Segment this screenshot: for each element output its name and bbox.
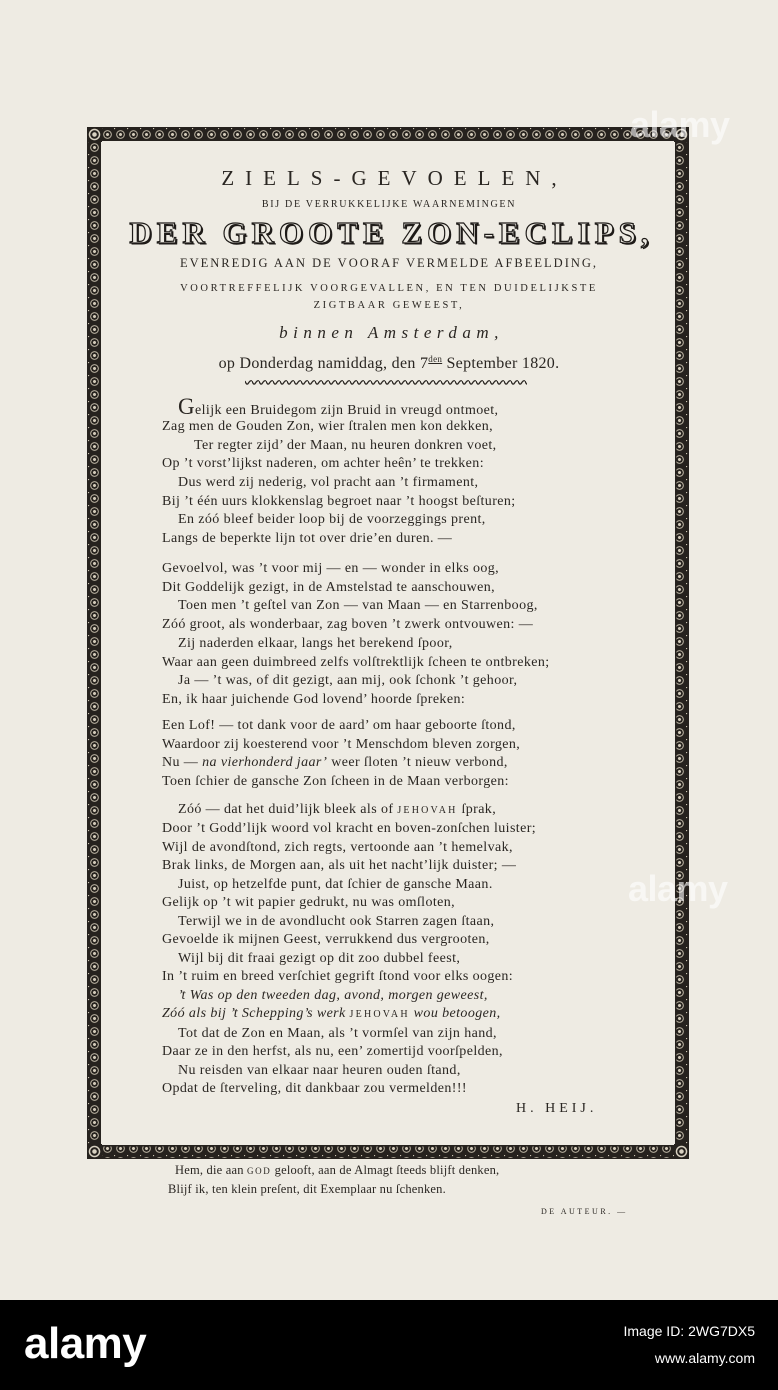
frame-corner-rosette — [87, 127, 102, 142]
dedication-line: Blijf ik, ten klein preſent, dit Exemplaar nu ſchenken. — [168, 1182, 446, 1196]
poem-line: Ja — ’t was, of dit gezigt, aan mij, ook ſchonk ’t gehoor, — [178, 673, 518, 689]
date-ordinal: den — [428, 354, 443, 364]
line-text: ſprak, — [457, 802, 497, 817]
line-text: Zóó — dat het duid’lijk bleek als of — [178, 802, 398, 817]
line-text: gelooft, aan de Almagt ſteeds blijft denken, — [271, 1163, 500, 1177]
image-id: Image ID: 2WG7DX5 — [623, 1323, 755, 1339]
line-text: Nu — — [162, 755, 203, 771]
poem-line: Een Lof! — tot dank voor de aard’ om haar geboorte ſtond, — [162, 718, 516, 733]
poem-line: Zóó groot, als wonderbaar, zag boven ’t zwerk ontvouwen: — — [162, 617, 534, 633]
date-text: September 1820. — [442, 355, 560, 372]
poem-line: En zóó bleef beider loop bij de voorzeggings prent, — [178, 512, 486, 528]
poem-line: Waar aan geen duimbreed zelfs volſtrektlijk ſcheen te ontbreken; — [162, 654, 550, 670]
line-text: Hem, die aan — [175, 1163, 248, 1177]
stanza — [162, 396, 662, 549]
dedication-line — [175, 1162, 499, 1179]
poem-line: Toen ſchier de gansche Zon ſcheen in de Maan verborgen: — [162, 774, 509, 790]
line-text-italic: na vierhonderd jaar’ — [202, 755, 328, 771]
watermark-logo: alamy — [628, 868, 728, 909]
author-signature: H. HEIJ. — [516, 1101, 598, 1116]
frame-corner-rosette — [674, 1144, 689, 1159]
poem-line: Daar ze in den herfst, als nu, een’ zomertijd voorſpelden, — [162, 1044, 503, 1060]
watermark-logo: alamy — [630, 104, 730, 145]
alamy-logo: alamy — [24, 1319, 147, 1368]
eclipse-heading: DER GROOTE ZON-ECLIPS, — [129, 215, 654, 250]
ornament-divider — [245, 379, 527, 387]
poem-line: Tot dat de Zon en Maan, als ’t vormſel van zijn hand, — [178, 1025, 497, 1041]
stanza — [162, 560, 662, 710]
author-credit: DE AUTEUR. — — [541, 1207, 628, 1216]
subtitle: BIJ DE VERRUKKELIJKE WAARNEMINGEN — [261, 199, 517, 210]
poem-line: Gevoelvol, was ’t voor mij — en — wonder in elks oog, — [162, 561, 500, 576]
poem-line: Opdat de ſterveling, dit dankbaar zou vermelden!!! — [162, 1081, 467, 1097]
poem-line: Gelijk op ’t wit papier gedrukt, nu was omſloten, — [162, 895, 456, 911]
poem-line: Ter regter zijd’ der Maan, nu heuren donkren voet, — [194, 437, 497, 453]
stanza — [162, 717, 662, 792]
poem-line — [162, 801, 662, 820]
place-line: binnen Amsterdam, — [279, 323, 504, 342]
poem-line: Op ’t vorst’lijkst naderen, om achter heên’ te trekken: — [162, 456, 484, 472]
poem-line: Terwijl we in de avondlucht ook Starren zagen ſtaan, — [178, 913, 495, 929]
line-text-italic: Zóó als bij ’t Schepping’s werk — [162, 1006, 350, 1022]
poem-line: Zij naderden elkaar, langs het berekend ſpoor, — [178, 635, 453, 651]
divine-name: JEHOVAH — [397, 805, 458, 816]
poem-line: Door ’t Godd’lijk woord vol kracht en boven-zonſchen luister; — [162, 821, 537, 837]
stock-url: www.alamy.com — [654, 1350, 755, 1366]
poem-line: ’t Was op den tweeden dag, avond, morgen geweest, — [178, 987, 488, 1003]
poem-line: Langs de beperkte lijn tot over drie’en duren. — — [162, 531, 453, 547]
poem-line: Toen men ’t geſtel van Zon — van Maan — en Starrenboog, — [178, 598, 538, 614]
poem-line: Dus werd zij nederig, vol pracht aan ’t firmament, — [178, 475, 479, 491]
poem-line: Wijl de avondſtond, zich regts, vertoonde aan ’t hemelvak, — [162, 839, 513, 855]
poem-line — [162, 1005, 662, 1024]
poem-line: Brak links, de Morgen aan, als uit het nacht’lijk duister; — — [162, 858, 517, 874]
heading-line: EVENREDIG AAN DE VOORAF VERMELDE AFBEELDING, — [179, 256, 599, 270]
heading-line: VOORTREFFELIJK VOORGEVALLEN, EN TEN DUIDELIJKSTE — [180, 283, 598, 294]
date-text: op Donderdag namiddag, den 7 — [218, 355, 429, 372]
poem-line: En, ik haar juichende God lovend’ hoorde ſpreken: — [162, 691, 466, 707]
poem-line: Waardoor zij koesterend voor ’t Menschdom bleven zorgen, — [162, 736, 521, 752]
poem-line — [162, 754, 662, 773]
poem-line: Wijl bij dit fraai gezigt op dit zoo dubbel feest, — [178, 950, 461, 966]
heading-line: ZIGTBAAR GEWEEST, — [313, 300, 465, 311]
poem-line: In ’t ruim en breed verſchiet gegrift ſtond voor elks oogen: — [162, 969, 514, 985]
poem-line: Zag men de Gouden Zon, wier ſtralen men kon dekken, — [162, 419, 494, 434]
date-line — [104, 354, 674, 374]
line-text: weer ſloten ’t nieuw verbond, — [327, 755, 508, 771]
poem-line: Juist, op hetzelfde punt, dat ſchier de gansche Maan. — [178, 876, 493, 892]
poem-line: Bij ’t één uurs klokkenslag begroet naar ’t hoogst beſturen; — [162, 493, 516, 509]
poem-line: Nu reisden van elkaar naar heuren ouden ſtand, — [178, 1062, 461, 1078]
frame-corner-rosette — [87, 1144, 102, 1159]
poem-line: Gelijk een Bruidegom zijn Bruid in vreugd ontmoet, — [178, 394, 499, 419]
divine-name: JEHOVAH — [349, 1009, 410, 1021]
poem-line: Dit Goddelijk gezigt, in de Amstelstad te aanschouwen, — [162, 579, 496, 595]
stanza — [162, 801, 662, 1099]
divine-name: GOD — [247, 1166, 272, 1176]
line-text-italic: wou betoogen, — [409, 1006, 501, 1022]
document-title: ZIELS-GEVOELEN, — [221, 166, 568, 190]
poem-line: Gevoelde ik mijnen Geest, verrukkend dus vergrooten, — [162, 932, 490, 948]
